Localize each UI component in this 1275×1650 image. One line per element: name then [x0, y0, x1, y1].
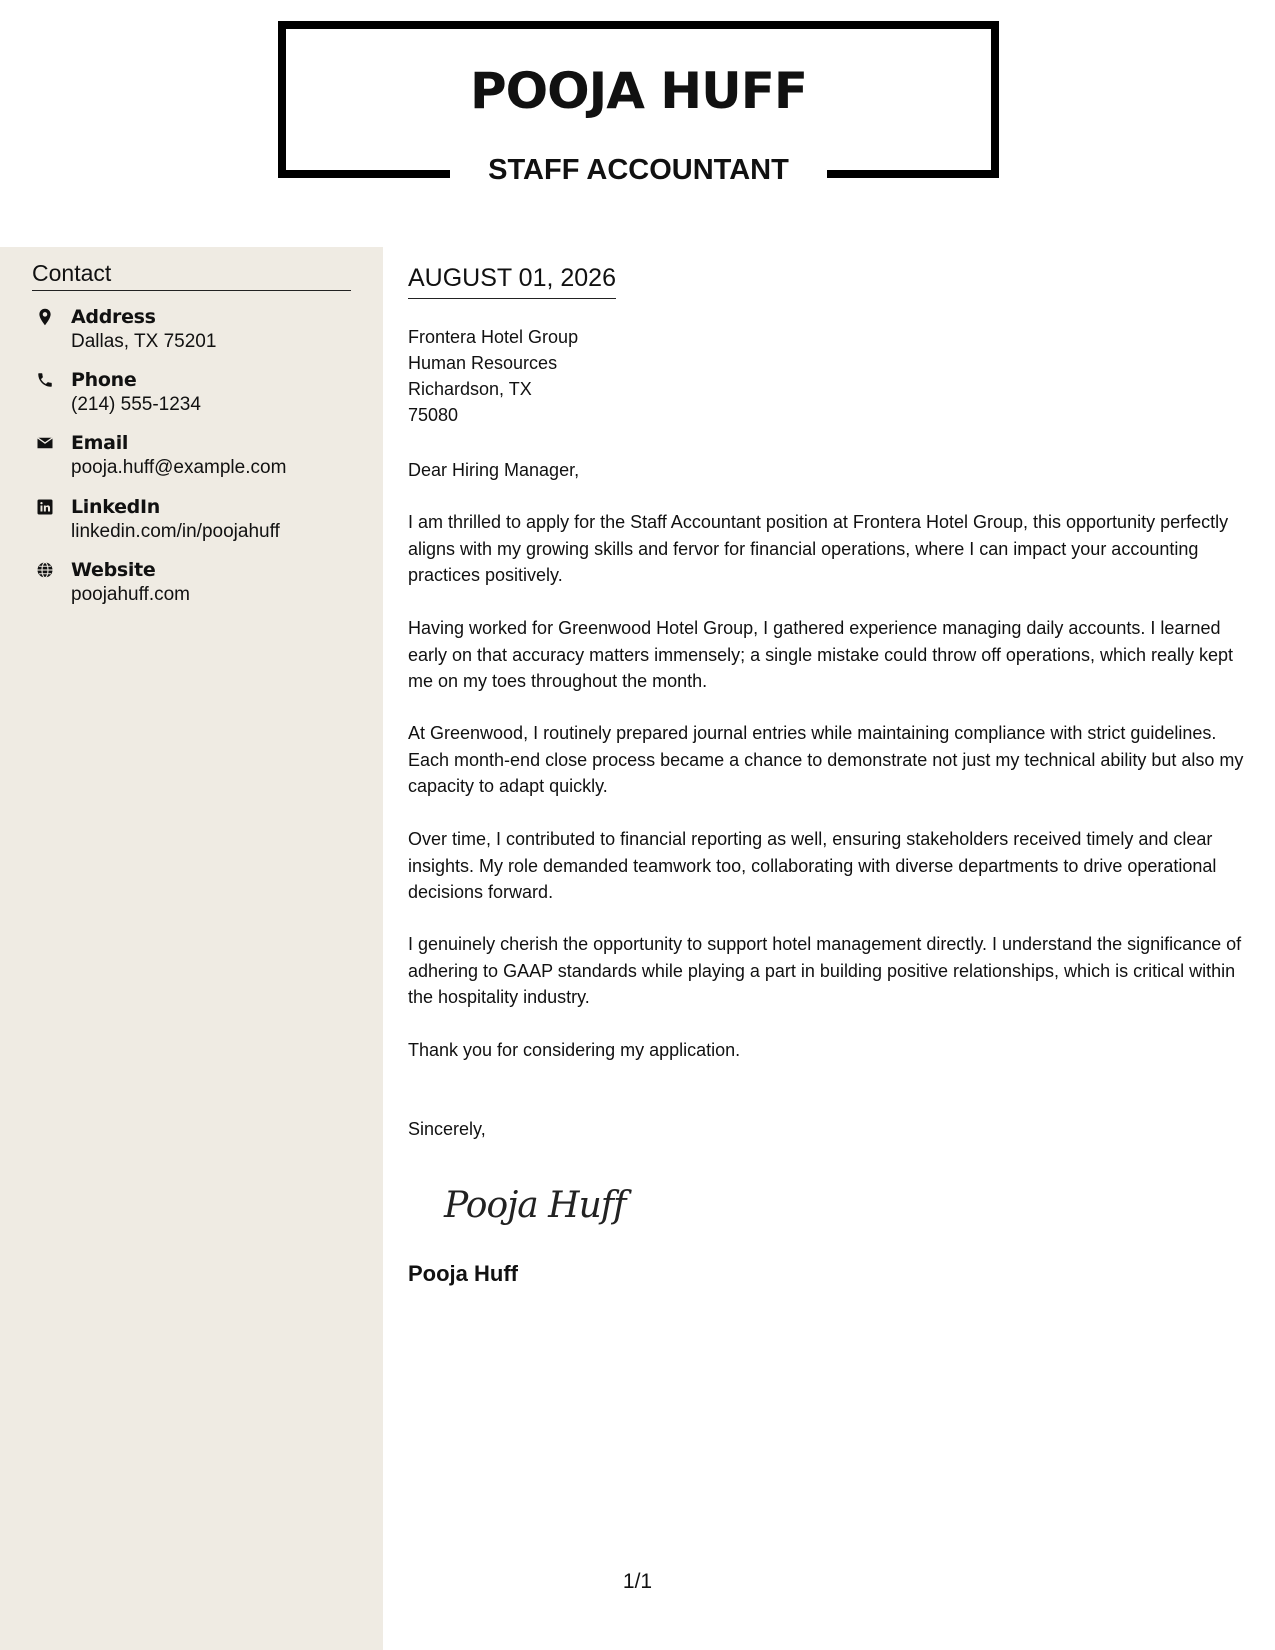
linkedin-icon	[36, 498, 54, 516]
recipient-department: Human Resources	[408, 353, 558, 373]
contact-website-value: poojahuff.com	[71, 584, 191, 605]
contact-email-label: Email	[71, 432, 129, 454]
page-number: 1/1	[622, 1570, 653, 1593]
contact-phone-label: Phone	[71, 369, 137, 391]
letter-paragraph: Over time, I contributed to financial reporting as well, ensuring stakeholders received timely and clear insights. My role demanded teamwork too, collaborating with diverse departments to drive operational decisions forward.	[408, 829, 1217, 902]
job-title: STAFF ACCOUNTANT	[488, 154, 789, 186]
recipient-company: Frontera Hotel Group	[408, 327, 579, 347]
contact-address-value: Dallas, TX 75201	[71, 331, 217, 352]
header-frame-bottom-right	[827, 170, 999, 178]
handwritten-signature	[440, 1175, 640, 1235]
letter-paragraph: At Greenwood, I routinely prepared journal entries while maintaining compliance with strict guidelines. Each month-end close process became a chance to demonstrate not just my technical ability but also my capacity to adapt quickly.	[408, 723, 1244, 796]
signed-name: Pooja Huff	[408, 1261, 518, 1286]
letter-paragraph: Having worked for Greenwood Hotel Group, I gathered experience managing daily accounts. I learned early on that accuracy matters immensely; a single mistake could throw off operations, which really kept me on my toes throughout the month.	[408, 618, 1234, 691]
contact-website-label: Website	[71, 559, 156, 581]
globe-icon	[36, 561, 54, 579]
contact-email-value: pooja.huff@example.com	[71, 457, 287, 478]
header-frame-bottom-left	[278, 170, 450, 178]
letter-date: AUGUST 01, 2026	[408, 264, 616, 299]
recipient-address	[408, 324, 578, 428]
letter-paragraph: I genuinely cherish the opportunity to support hotel management directly. I understand the significance of adhering to GAAP standards while playing a part in building positive relationships, which is critical within the hospitality industry.	[408, 934, 1242, 1007]
recipient-zip: 75080	[408, 405, 459, 425]
contact-linkedin-label: LinkedIn	[71, 496, 160, 518]
phone-icon	[36, 371, 54, 389]
letter-paragraph: Thank you for considering my application.	[408, 1040, 741, 1060]
contact-linkedin-value: linkedin.com/in/poojahuff	[71, 521, 280, 542]
letter-closing: Sincerely,	[408, 1119, 486, 1139]
contact-heading: Contact	[32, 260, 351, 291]
location-pin-icon	[36, 308, 54, 326]
svg-text:Pooja Huff: Pooja Huff	[444, 1185, 626, 1226]
salutation: Dear Hiring Manager,	[408, 460, 580, 480]
envelope-icon	[36, 434, 54, 452]
contact-address-label: Address	[71, 306, 156, 328]
applicant-name: POOJA HUFF	[469, 62, 808, 120]
contact-phone-value: (214) 555-1234	[71, 394, 201, 415]
recipient-city: Richardson, TX	[408, 379, 532, 399]
letter-paragraph: I am thrilled to apply for the Staff Accountant position at Frontera Hotel Group, this opportunity perfectly aligns with my growing skills and fervor for financial operations, where I can impact your accounting practices positively.	[408, 512, 1229, 585]
